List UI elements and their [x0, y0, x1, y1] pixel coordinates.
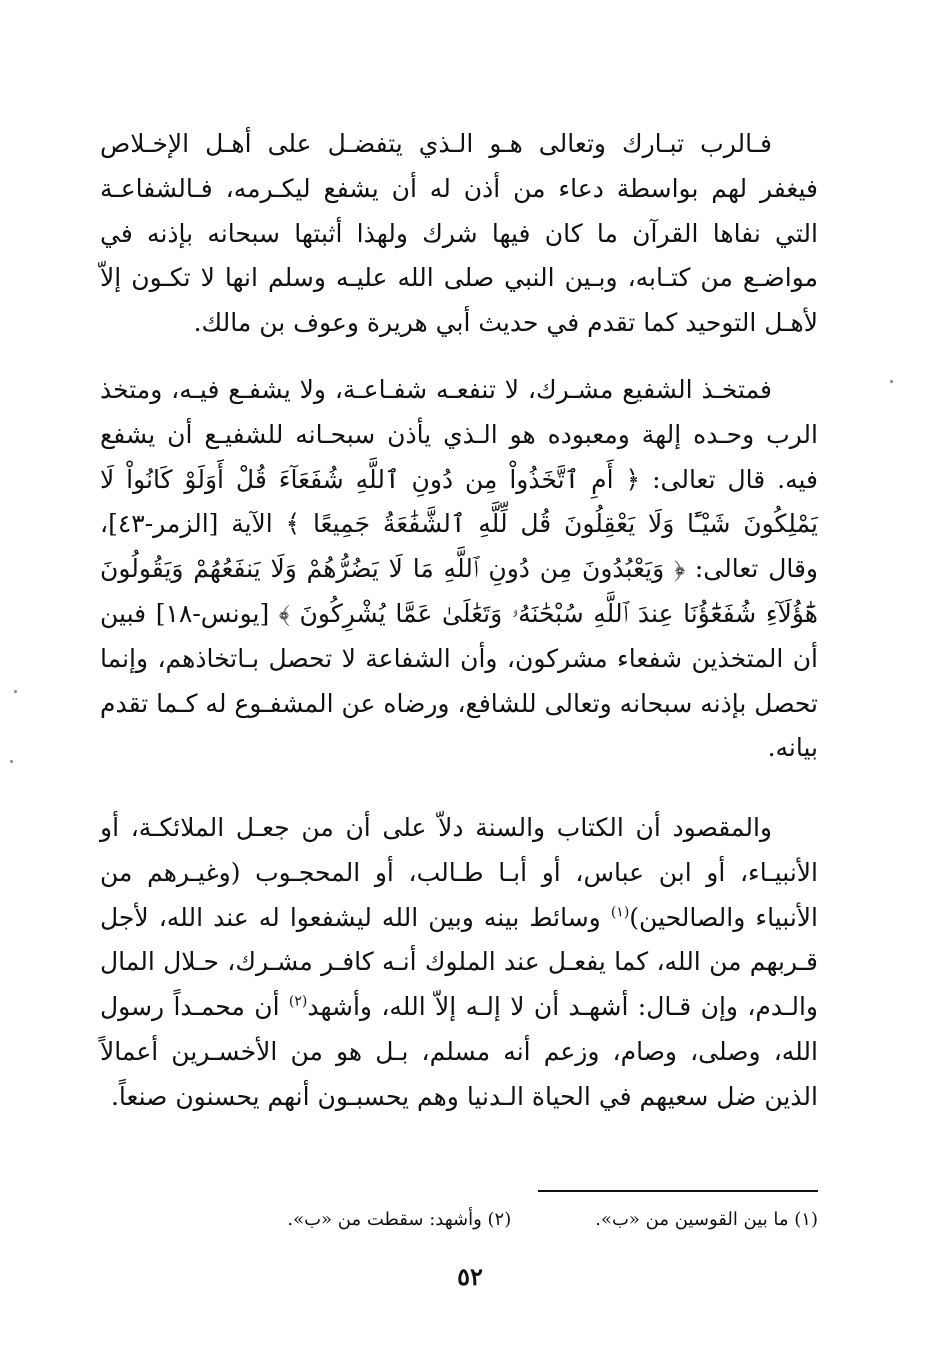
quran-verse-yunus: ﴿ وَيَعْبُدُونَ مِن دُونِ ٱللَّهِ مَا لَا يَضُرُّهُمْ وَلَا يَنفَعُهُمْ وَيَقُولُونَ هَٰٓؤُلَآءِ شُفَعَٰٓؤُنَا عِندَ ٱللَّهِ سُبْحَٰنَهُۥ وَتَعَٰلَىٰ عَمَّا يُشْرِكُونَ ﴾ — [100, 554, 818, 628]
footnotes — [170, 1206, 818, 1234]
margin-speck — [890, 380, 893, 383]
page-number: ٥٢ — [457, 1262, 483, 1291]
paragraph-1 — [100, 122, 818, 346]
footnote-2: (٢) وأشهد: سقطت من «ب». — [287, 1209, 512, 1230]
paragraph-2 — [100, 368, 818, 771]
footnote-ref-2: (٢) — [288, 993, 308, 1010]
paragraph-3-part-1: والمقصود أن الكتاب والسنة دلاّ على أن من جعـل الملائكـة، أو الأنبيـاء، أو ابن عباس، أو أبـا طـالب، أو المحجـوب (وغيـرهم من الأنبياء والصالحين) — [100, 813, 818, 932]
footnote-ref-1: (١) — [610, 904, 630, 921]
quran-verse-zumar: ﴿ أَمِ ٱتَّخَذُواْ مِن دُونِ ٱللَّهِ شُفَعَآءَ قُلْ أَوَلَوْ كَانُواْ لَا يَمْلِكُونَ شَيْـًٔا وَلَا يَعْقِلُونَ قُل لِّلَّهِ ٱلشَّفَٰعَةُ جَمِيعًا ﴾ — [100, 464, 818, 539]
paragraph-3 — [100, 806, 818, 1120]
paragraph-3-part-3: أن محمـداً رسول الله، وصلى، وصام، وزعم أنه مسلم، بـل هو من الأخسـرين أعمالاً الذين ضل سعيهم في الحياة الـدنيا وهم يحسبـون أنهم يحسنون صنعاً. — [100, 992, 818, 1111]
margin-speck — [14, 690, 17, 693]
footnote-divider — [538, 1190, 818, 1192]
paragraph-1-text: فـالرب تبـارك وتعالى هـو الـذي يتفضـل على أهـل الإخـلاص فيغفر لهم بواسطة دعاء من أذن له أن يشفع ليكـرمه، فـالشفاعـة التي نفاها القرآن ما كان فيها شرك ولهذا أثبتها سبحانه بإذنه في مواضـع من كتـابه، وبـين النبي صلى الله عليـه وسلم انها لا تكـون إلاّ لأهـل التوحيد كما تقدم في حديث أبي هريرة وعوف بن مالك. — [100, 129, 818, 338]
paragraph-2-part-2: الآية [الزمر-٤٣]، وقال تعالى: — [100, 509, 819, 584]
paragraph-2-part-1: فمتخـذ الشفيع مشـرك، لا تنفعـه شفـاعـة، ولا يشفـع فيـه، ومتخذ الرب وحـده إلهة ومعبوده هو الـذي يأذن سبحـانه للشفيـع أن يشفع فيه. قال تعالى: — [100, 375, 818, 494]
paragraph-3-part-2: وسائط بينه وبين الله ليشفعوا له عند الله، لأجل قـربهم من الله، كما يفعـل عند الملوك أنـه كافـر مشـرك، حـلال المال والـدم، وإن قـال: أشهـد أن لا إلـه إلاّ الله، وأشهد — [100, 902, 818, 1022]
paragraph-2-text — [100, 368, 818, 771]
paragraph-2-part-3: [يونس-١٨] فبين أن المتخذين شفعاء مشركون، وأن الشفاعة لا تحصل بـاتخاذهم، وإنما تحصل بإذنه سبحانه وتعالى للشافع، ورضاه عن المشفـوع له كـما تقدم بيانه. — [100, 598, 818, 763]
footnote-1: (١) ما بين القوسين من «ب». — [595, 1209, 818, 1230]
margin-speck — [10, 760, 13, 763]
paragraph-3-text — [100, 806, 818, 1120]
